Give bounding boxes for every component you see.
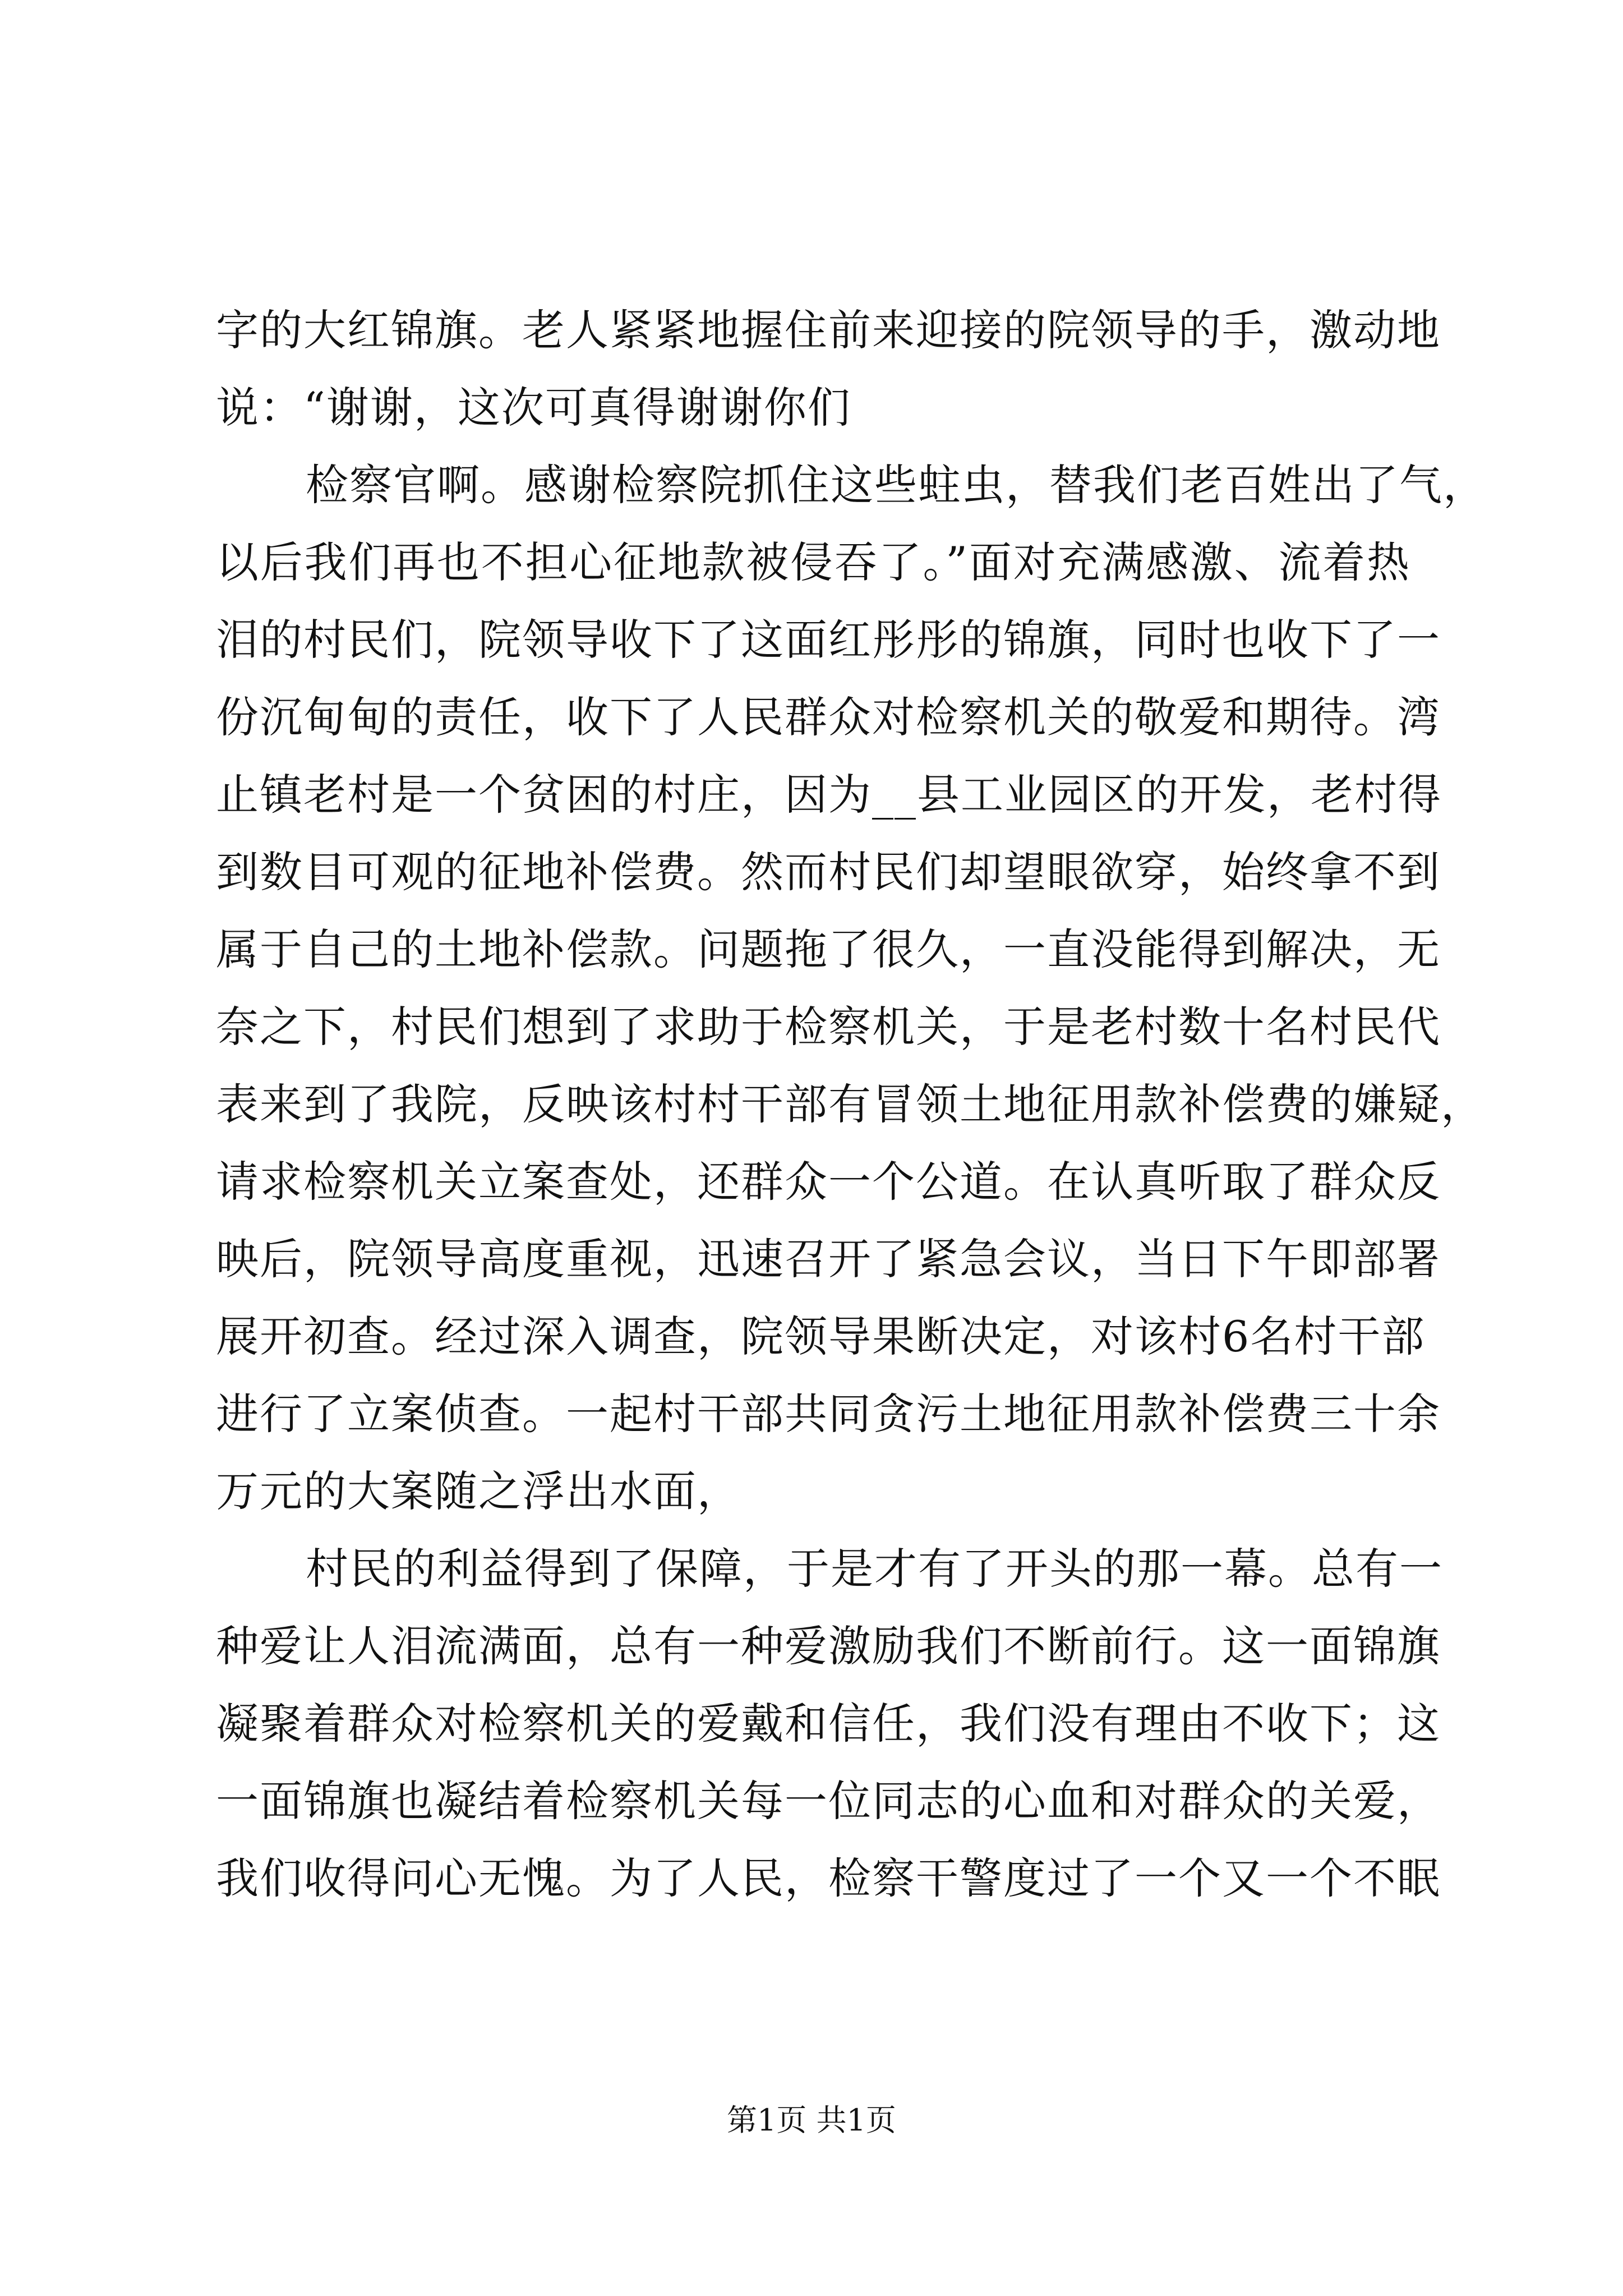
text-line: 份沉甸甸的责任，收下了人民群众对检察机关的敬爱和期待。湾 — [216, 692, 1441, 742]
text-line: 奈之下，村民们想到了求助于检察机关，于是老村数十名村民代 — [216, 1002, 1441, 1052]
text-line: 止镇老村是一个贫困的村庄，因为__县工业园区的开发，老村得 — [216, 770, 1442, 820]
text-line: 映后，院领导高度重视，迅速召开了紧急会议，当日下午即部署 — [216, 1234, 1441, 1284]
body-text — [216, 292, 1487, 1917]
text-line: 种爱让人泪流满面，总有一种爱激励我们不断前行。这一面锦旗 — [216, 1621, 1441, 1671]
text-line: 到数目可观的征地补偿费。然而村民们却望眼欲穿，始终拿不到 — [216, 847, 1441, 897]
paragraph-start-line: 村民的利益得到了保障，于是才有了开头的那一幕。总有一 — [306, 1544, 1443, 1594]
page-number-footer: 第1页 共1页 — [727, 2102, 896, 2138]
text-line: 属于自己的土地补偿款。问题拖了很久，一直没能得到解决，无 — [216, 924, 1441, 974]
text-line: 我们收得问心无愧。为了人民，检察干警度过了一个又一个不眠 — [216, 1853, 1441, 1903]
text-line: 一面锦旗也凝结着检察机关每一位同志的心血和对群众的关爱， — [216, 1776, 1441, 1826]
text-line: 泪的村民们，院领导收下了这面红彤彤的锦旗，同时也收下了一 — [216, 615, 1441, 665]
text-line: 万元的大案随之浮出水面， — [216, 1466, 741, 1516]
text-line: 请求检察机关立案查处，还群众一个公道。在认真听取了群众反 — [216, 1157, 1441, 1207]
text-line: 表来到了我院，反映该村村干部有冒领土地征用款补偿费的嫌疑， — [216, 1079, 1484, 1129]
text-line: 说：“谢谢，这次可真得谢谢你们 — [216, 383, 851, 432]
text-line: 字的大红锦旗。老人紧紧地握住前来迎接的院领导的手，激动地 — [216, 305, 1441, 355]
text-line: 以后我们再也不担心征地款被侵吞了。”面对充满感激、流着热 — [216, 537, 1410, 587]
text-line: 凝聚着群众对检察机关的爱戴和信任，我们没有理由不收下；这 — [216, 1699, 1441, 1749]
text-line: 进行了立案侦查。一起村干部共同贪污土地征用款补偿费三十余 — [216, 1389, 1441, 1439]
text-line: 展开初查。经过深入调查，院领导果断决定，对该村6名村干部 — [216, 1312, 1426, 1361]
paragraph-start-line: 检察官啊。感谢检察院抓住这些蛀虫，替我们老百姓出了气， — [306, 460, 1487, 510]
